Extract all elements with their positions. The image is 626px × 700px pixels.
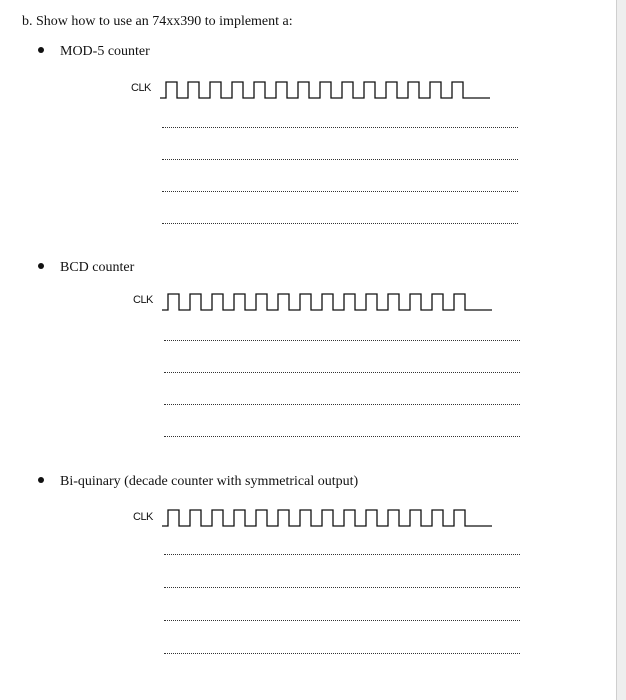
section-title: MOD-5 counter — [60, 44, 150, 59]
bullet-icon — [38, 263, 44, 269]
clock-pulse-train — [162, 294, 492, 310]
clock-waveform — [160, 80, 520, 100]
clk-label: CLK — [131, 82, 151, 94]
section-bcd — [38, 260, 134, 276]
answer-line — [164, 587, 520, 588]
answer-line — [162, 191, 518, 192]
section-bi-quinary — [38, 474, 358, 490]
clock-pulse-train — [160, 82, 490, 98]
page-edge — [616, 0, 626, 700]
answer-line — [164, 340, 520, 341]
answer-line — [164, 404, 520, 405]
question-heading: b. Show how to use an 74xx390 to implement a: — [22, 14, 293, 29]
answer-line — [162, 223, 518, 224]
clock-pulse-train — [162, 510, 492, 526]
answer-line — [164, 372, 520, 373]
clock-waveform — [162, 292, 522, 312]
answer-line — [164, 554, 520, 555]
answer-line — [164, 620, 520, 621]
section-title: Bi-quinary (decade counter with symmetrical output) — [60, 474, 359, 489]
section-mod5 — [38, 44, 150, 60]
clk-label: CLK — [133, 294, 153, 306]
clock-waveform — [162, 508, 522, 528]
clk-label: CLK — [133, 511, 153, 523]
answer-line — [164, 436, 520, 437]
bullet-icon — [38, 477, 44, 483]
answer-line — [162, 159, 518, 160]
answer-line — [162, 127, 518, 128]
bullet-icon — [38, 47, 44, 53]
section-title: BCD counter — [60, 260, 135, 275]
answer-line — [164, 653, 520, 654]
